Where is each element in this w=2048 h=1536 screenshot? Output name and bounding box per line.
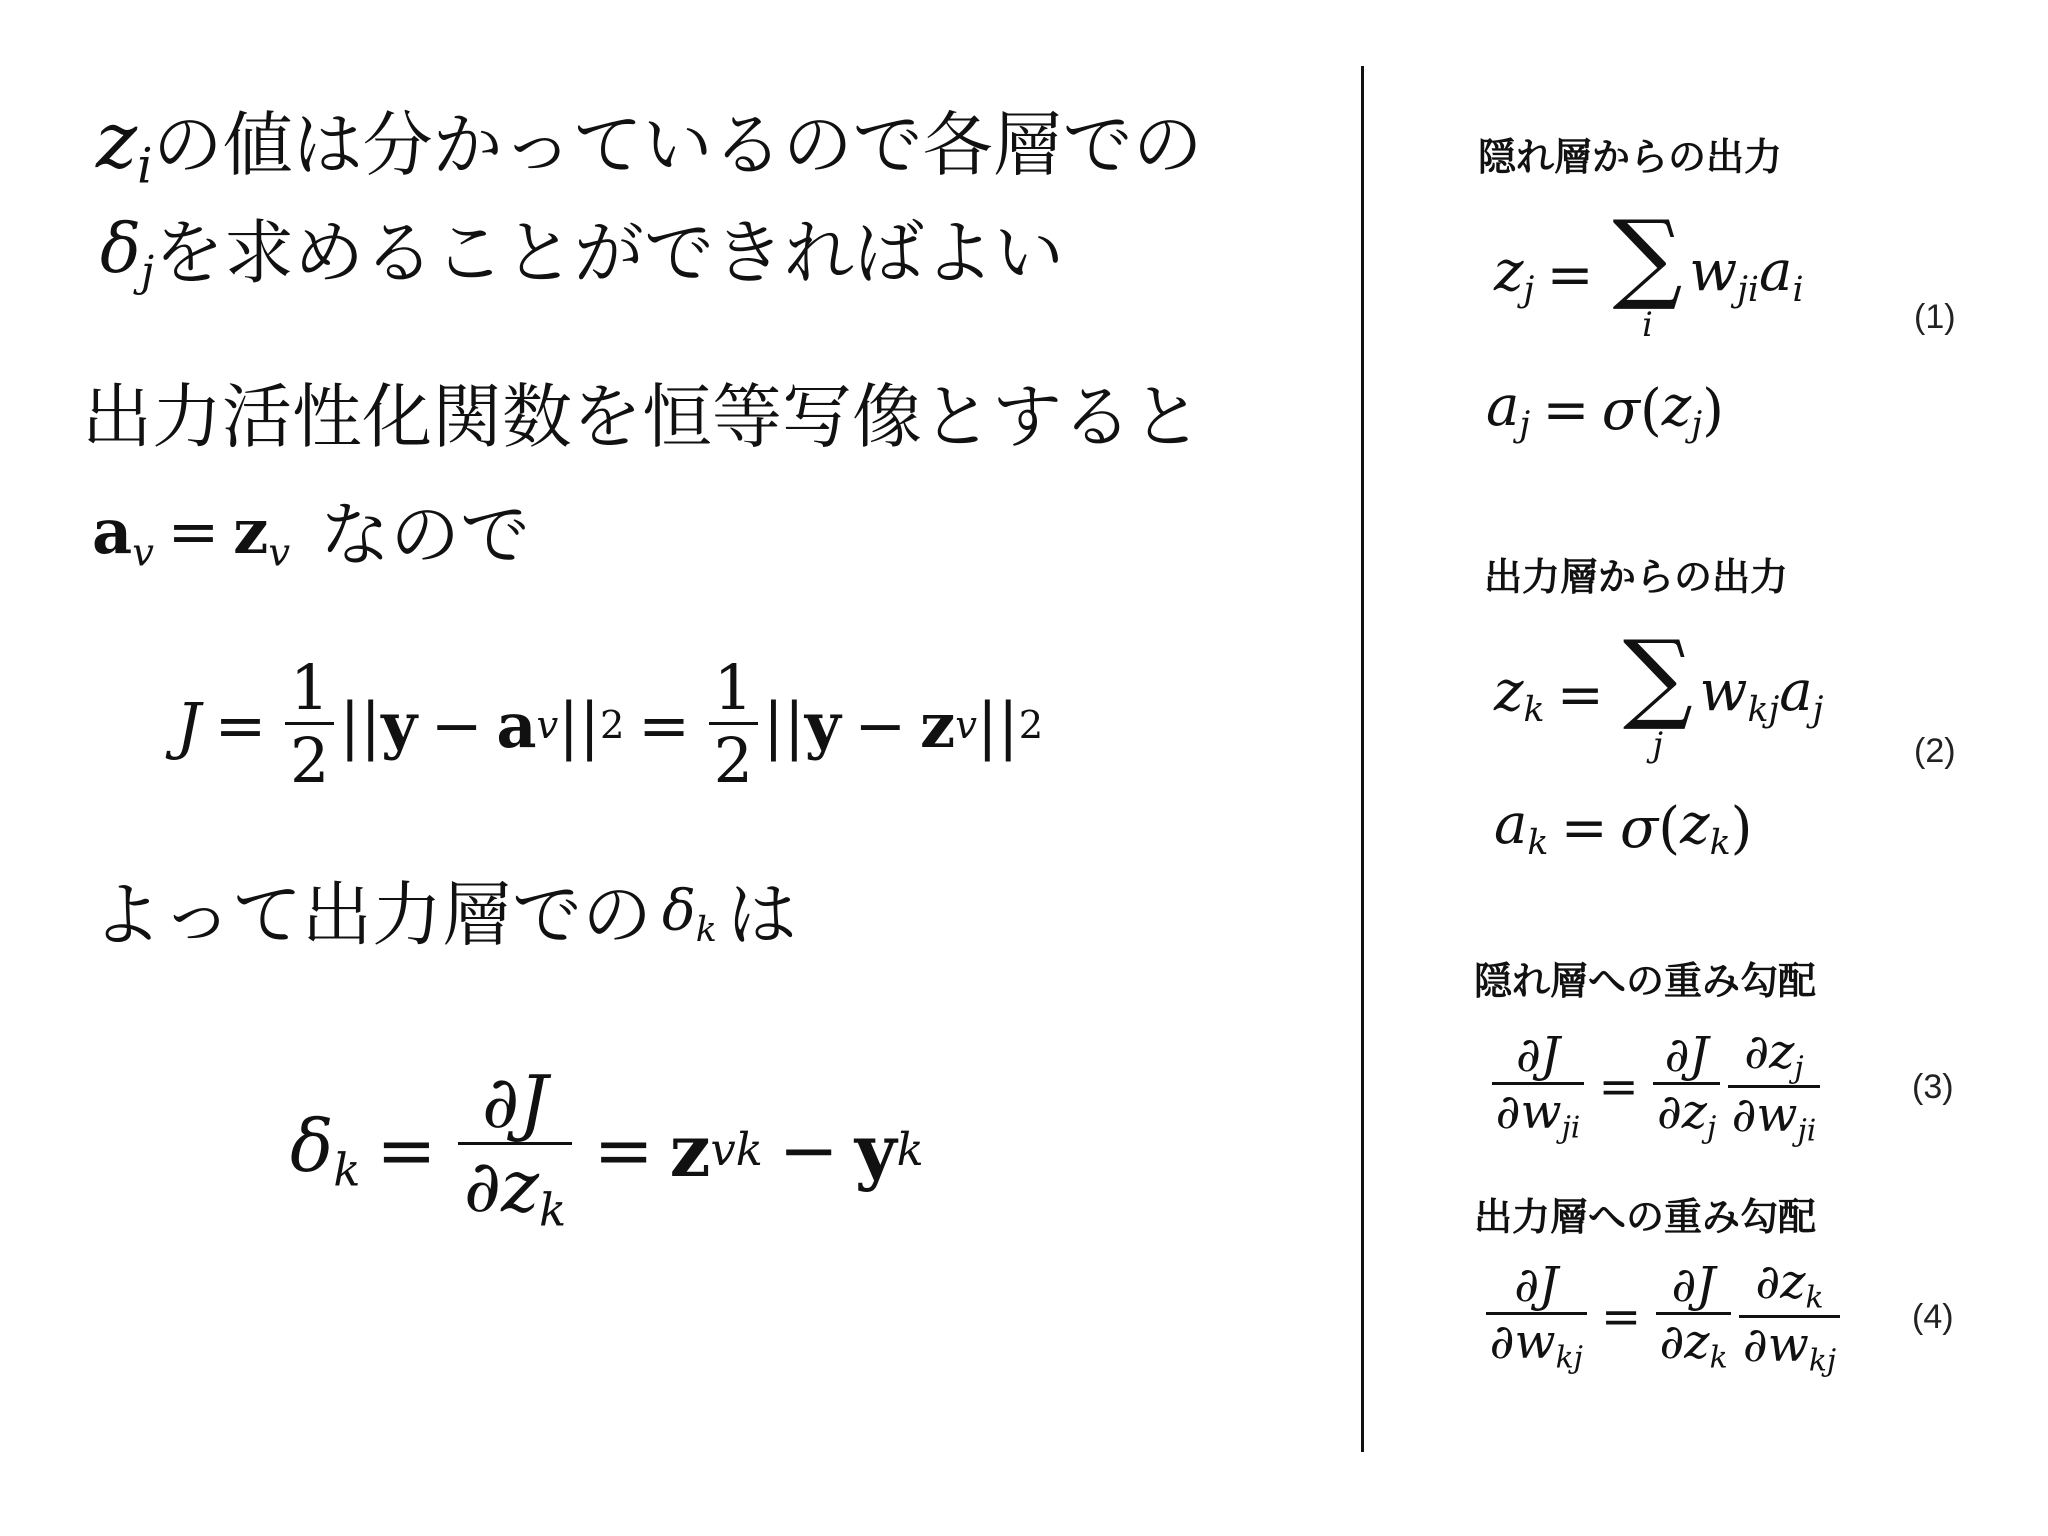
equation-zk-sum: $z_k$ = ∑ j $w_{kj}a_j$ [1494, 620, 1824, 765]
intro-line-2-text: を求めることができればよい [154, 212, 1065, 294]
section-label-output-output: 出力層からの出力 [1484, 555, 1789, 599]
equation-number-2: (2) [1914, 732, 1956, 770]
equation-number-3: (3) [1912, 1068, 1954, 1106]
equation-zj-sum: $z_j$ = ∑ i $w_{ji}a_i$ [1494, 200, 1804, 345]
delta-k-equation: $\delta_k$ = $\frac{\partial J}{\partial z_k}$ = z vk − y k [290, 1060, 924, 1237]
section-label-hidden-output: 隠れ層からの出力 [1478, 135, 1783, 179]
intro-line-2 [100, 208, 1064, 298]
math-delta-k: $\delta_k$ [662, 879, 717, 951]
math-delta-j: $\delta_j$ [100, 210, 155, 296]
intro-line-1 [96, 95, 1203, 195]
intro-line-5-suffix: は [726, 874, 797, 956]
equation-number-4: (4) [1912, 1298, 1954, 1336]
intro-line-4-text: なので [320, 494, 531, 576]
math-av-eq-zv: $a_v = z_v$ [92, 494, 291, 576]
equation-output-gradient: $\frac{\partial J}{\partial w_{kj}}$ = $\frac{\partial J}{\partial z_k}$ $\frac{\partial z_k}{\partial w_{kj}}$ [1482, 1242, 1844, 1392]
cost-function-equation: J = $\frac{1}{2}$ || y − a v || 2 = $\frac{1}{2}$ || y − z v || 2 [176, 650, 1044, 797]
column-divider [1361, 66, 1364, 1452]
equation-hidden-gradient: $\frac{\partial J}{\partial w_{ji}}$ = $\frac{\partial J}{\partial z_j}$ $\frac{\partial z_j}{\partial w_{ji}}$ [1488, 1012, 1824, 1162]
intro-line-5-text: よって出力層での [92, 874, 652, 956]
section-label-hidden-gradient: 隠れ層への重み勾配 [1474, 959, 1817, 1003]
intro-line-3: 出力活性化関数を恒等写像とすると [82, 376, 1202, 458]
section-label-output-gradient: 出力層への重み勾配 [1474, 1195, 1817, 1239]
equation-number-1: (1) [1914, 298, 1956, 336]
intro-line-5 [92, 870, 797, 960]
math-z-i: $z_i$ [96, 95, 153, 195]
intro-line-1-text: の値は分かっているので各層での [152, 104, 1203, 186]
equation-aj-sigma: $a_j$ = σ ( $z_j$ ) [1486, 374, 1724, 446]
equation-ak-sigma: $a_k$ = σ ( $z_k$ ) [1494, 792, 1753, 864]
intro-line-4 [92, 490, 530, 580]
